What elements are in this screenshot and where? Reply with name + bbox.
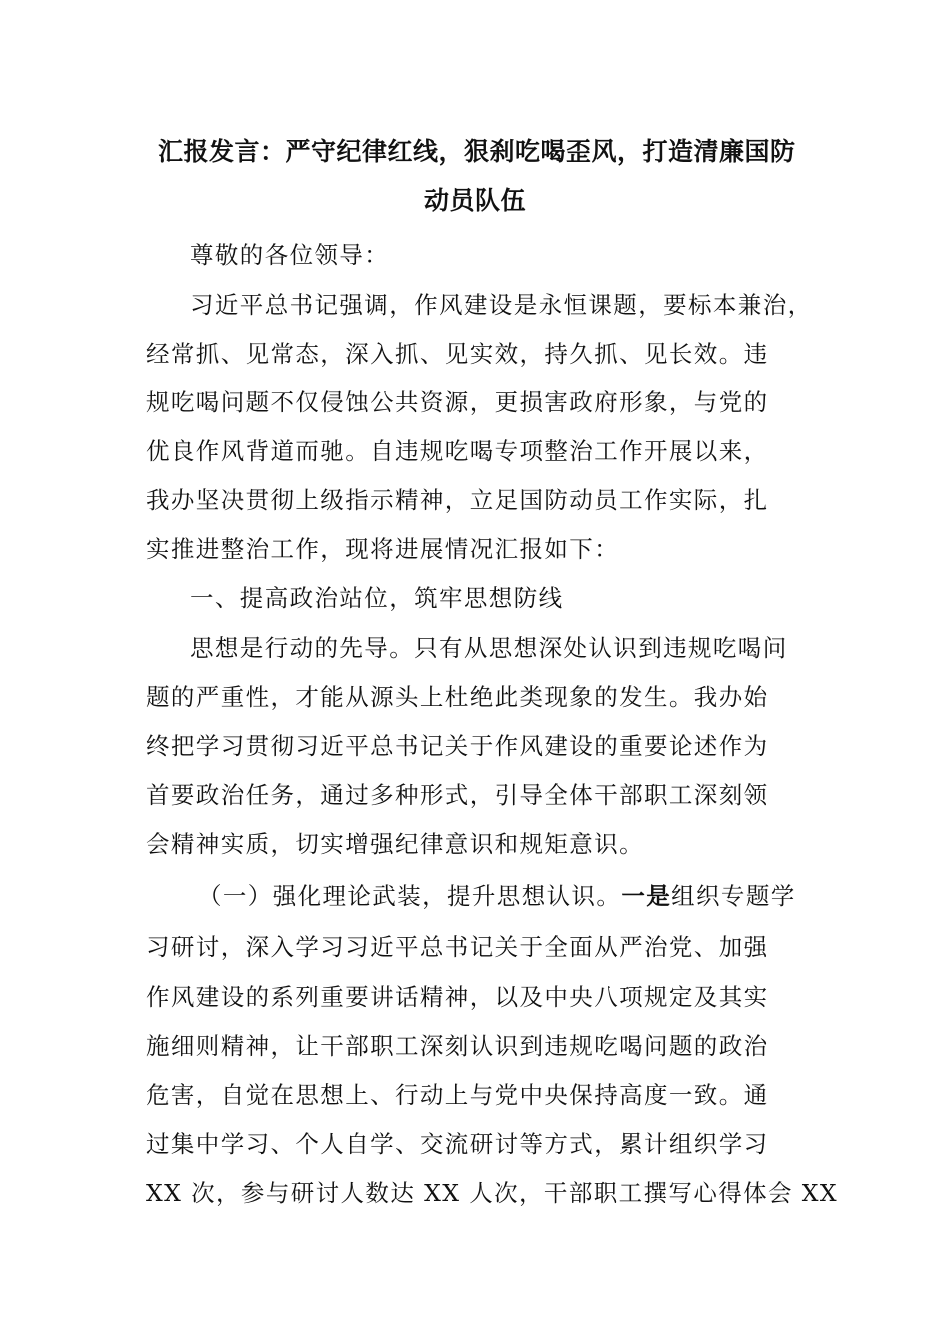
paragraph-line: 优良作风背道而驰。自违规吃喝专项整治工作开展以来， [146,437,769,465]
document-title-line-2: 动员队伍 [423,186,526,215]
paragraph-line: 规吃喝问题不仅侵蚀公共资源，更损害政府形象，与党的 [146,388,769,416]
subsection-bold-marker: 一是 [621,882,672,910]
paragraph-line: 经常抓、见常态，深入抓、见实效，持久抓、见长效。违 [146,340,769,368]
salutation: 尊敬的各位领导： [190,241,390,269]
subsection-heading-line [198,881,796,911]
paragraph-line: 思想是行动的先导。只有从思想深处认识到违规吃喝问 [190,634,788,662]
paragraph-line: 题的严重性，才能从源头上杜绝此类现象的发生。我办始 [146,683,769,711]
paragraph-line: 危害，自觉在思想上、行动上与党中央保持高度一致。通 [146,1081,769,1109]
document-title-line-1: 汇报发言：严守纪律红线，狠刹吃喝歪风，打造清廉国防 [158,137,796,166]
paragraph-line: XX 次，参与研讨人数达 XX 人次，干部职工撰写心得体会 XX [146,1179,839,1207]
paragraph-line: 首要政治任务，通过多种形式，引导全体干部职工深刻领 [146,781,769,809]
paragraph-line: 施细则精神，让干部职工深刻认识到违规吃喝问题的政治 [146,1032,769,1060]
paragraph-line: 会精神实质，切实增强纪律意识和规矩意识。 [146,830,644,858]
subsection-lead-rest: 组织专题学 [671,882,796,910]
paragraph-line: 实推进整治工作，现将进展情况汇报如下： [146,535,620,563]
paragraph-line: 我办坚决贯彻上级指示精神，立足国防动员工作实际，扎 [146,486,769,514]
subsection-lead: （一）强化理论武装，提升思想认识。 [198,882,622,910]
section-heading: 一、提高政治站位，筑牢思想防线 [190,584,564,612]
paragraph-line: 过集中学习、个人自学、交流研讨等方式，累计组织学习 [146,1130,769,1158]
paragraph-line: 作风建设的系列重要讲话精神，以及中央八项规定及其实 [146,983,769,1011]
paragraph-line: 习研讨，深入学习习近平总书记关于全面从严治党、加强 [146,933,769,961]
paragraph-line: 终把学习贯彻习近平总书记关于作风建设的重要论述作为 [146,732,769,760]
paragraph-line: 习近平总书记强调，作风建设是永恒课题，要标本兼治， [190,291,813,319]
